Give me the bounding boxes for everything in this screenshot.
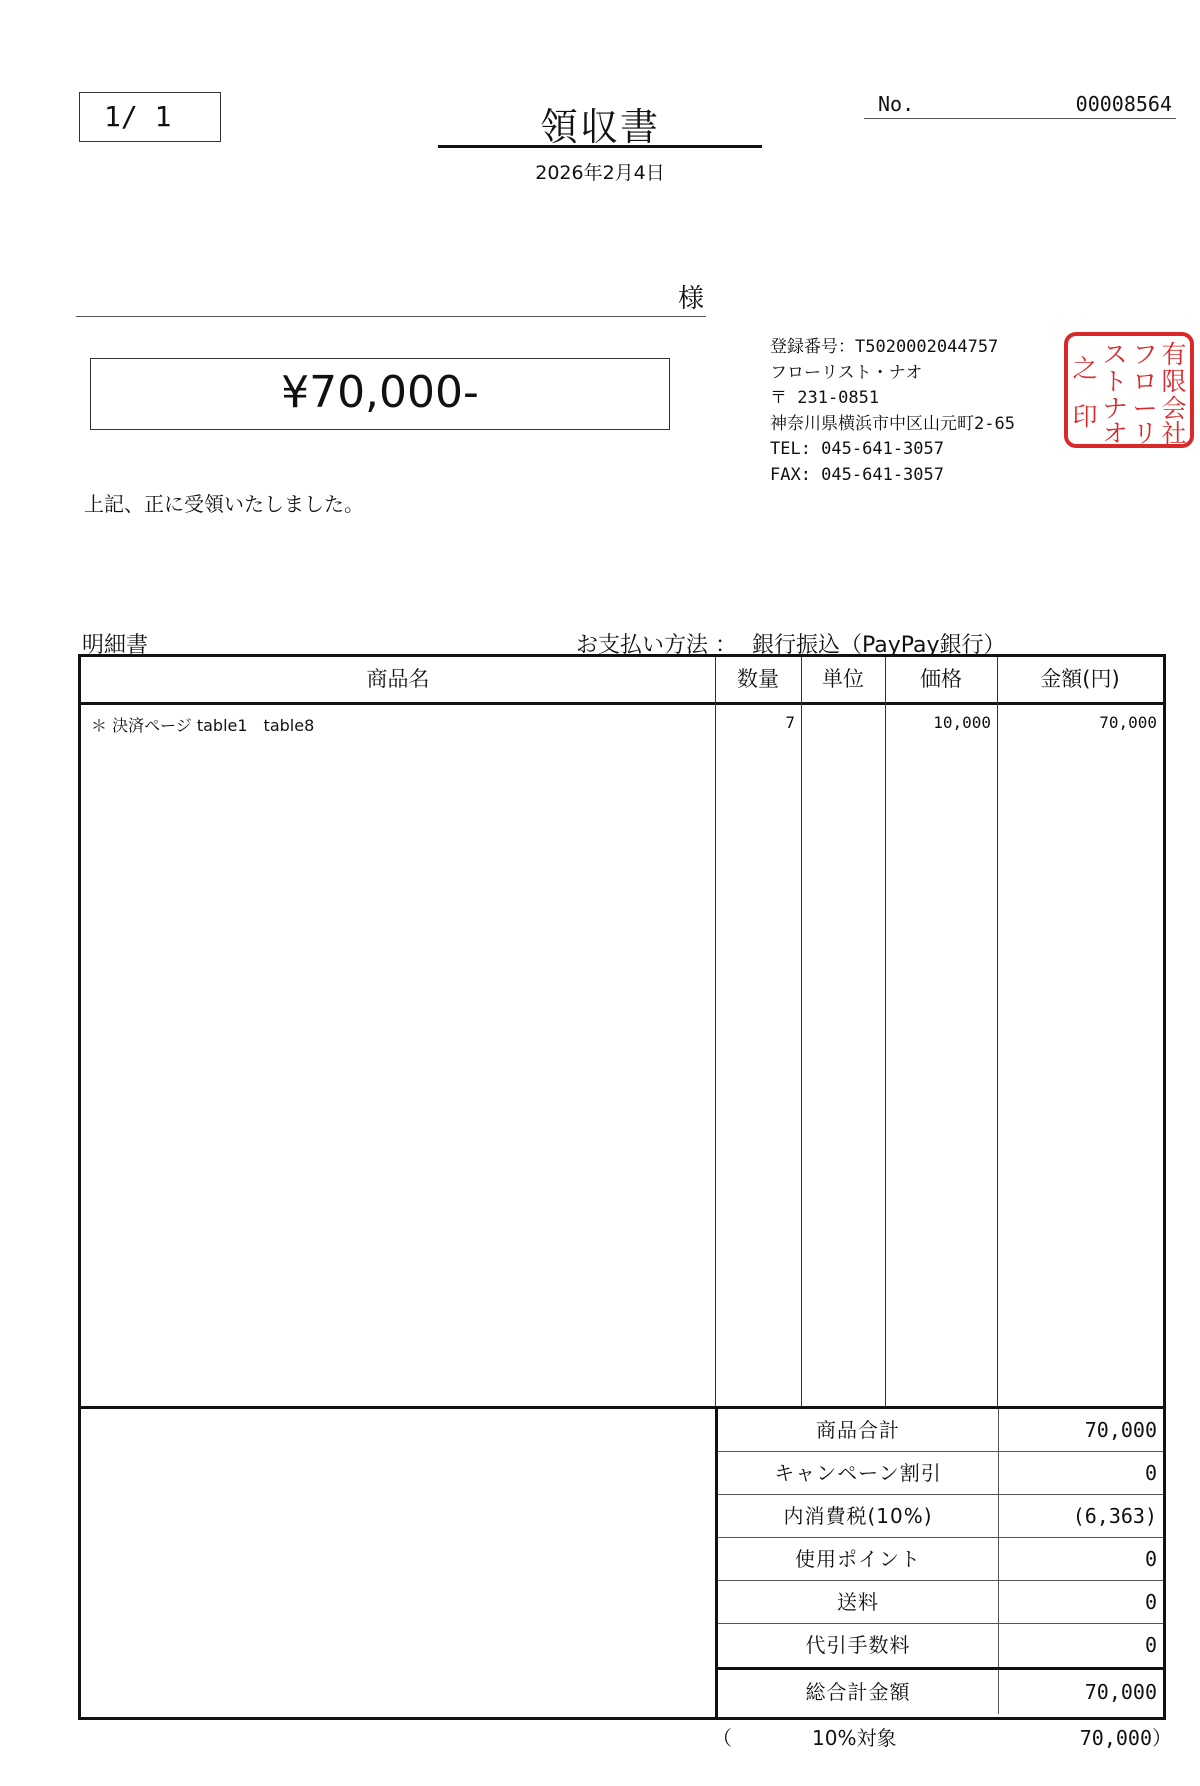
svg-text:オ: オ (1102, 419, 1128, 448)
svg-text:限: 限 (1161, 367, 1187, 396)
svg-text:印: 印 (1072, 402, 1098, 431)
col-divider (801, 657, 802, 1406)
tax-breakdown-label: 10%対象 (812, 1726, 897, 1750)
company-name: フローリスト・ナオ (770, 362, 923, 383)
tax-label: 内消費税(10%) (783, 1504, 933, 1528)
header-unit: 単位 (822, 667, 864, 691)
item-quantity: 7 (785, 713, 795, 732)
svg-text:有: 有 (1161, 340, 1187, 369)
svg-text:フ: フ (1132, 340, 1158, 369)
campaign-label: キャンペーン割引 (774, 1461, 942, 1485)
shipping-label: 送料 (837, 1590, 879, 1614)
svg-text:社: 社 (1161, 419, 1187, 448)
svg-text:リ: リ (1132, 419, 1158, 448)
svg-text:ー: ー (1132, 394, 1158, 423)
summary-total (718, 1667, 1163, 1717)
recipient-honorific: 様 (678, 284, 705, 314)
receipt-number-label: No. (878, 92, 915, 116)
table-header-row (81, 657, 1163, 705)
summary-tax (718, 1495, 1163, 1538)
postal-code: 〒 231-0851 (770, 388, 880, 408)
item-amount: 70,000 (1099, 713, 1157, 732)
subtotal-value: 70,000 (1084, 1418, 1157, 1442)
header-price: 価格 (920, 667, 962, 691)
summary-campaign (718, 1452, 1163, 1495)
amount-box: ¥70,000- (90, 358, 670, 430)
svg-text:之: 之 (1072, 354, 1098, 383)
company-seal-stamp (1062, 330, 1196, 450)
shipping-value: 0 (1144, 1590, 1157, 1614)
tax-breakdown-open-paren: （ (712, 1726, 732, 1750)
details-table (78, 654, 1166, 1720)
svg-text:ト: ト (1102, 367, 1128, 396)
tel: TEL: 045-641-3057 (770, 439, 944, 459)
svg-text:ロ: ロ (1132, 367, 1158, 396)
payment-label: お支払い方法 ： (576, 633, 737, 658)
fax: FAX: 045-641-3057 (770, 464, 944, 485)
page-indicator: 1/ 1 (79, 92, 221, 142)
total-value: 70,000 (1084, 1680, 1157, 1704)
points-label: 使用ポイント (795, 1547, 921, 1571)
receipt-number-value: 00008564 (1075, 92, 1172, 116)
svg-text:会: 会 (1161, 394, 1187, 423)
issue-date: 2026年2月4日 (535, 162, 665, 184)
col-divider (715, 657, 716, 1406)
item-name: ＊ 決済ページ table1 table8 (91, 716, 315, 735)
receipt-number (864, 90, 1176, 119)
payment-value: 銀行振込（PayPay銀行） (752, 633, 1006, 658)
header-amount: 金額(円) (1040, 667, 1120, 691)
tax-breakdown-value: 70,000） (1079, 1726, 1172, 1750)
svg-text:ス: ス (1102, 340, 1128, 369)
address: 神奈川県横浜市中区山元町2-65 (770, 413, 1015, 434)
col-divider (997, 657, 998, 1406)
registration-number: 登録番号：T5020002044757 (770, 337, 999, 357)
summary-shipping (718, 1581, 1163, 1624)
details-heading: 明細書 (82, 633, 149, 658)
tax-value: (6,363) (1072, 1504, 1157, 1528)
col-divider (885, 657, 886, 1406)
header-product-name: 商品名 (366, 667, 430, 691)
header-quantity: 数量 (737, 667, 779, 691)
title-underline (438, 145, 762, 148)
tax-breakdown (712, 1722, 1172, 1756)
summary-cod-fee (718, 1624, 1163, 1667)
item-price: 10,000 (933, 713, 991, 732)
document-title: 領収書 (539, 105, 660, 149)
points-value: 0 (1144, 1547, 1157, 1571)
cod-fee-label: 代引手数料 (805, 1633, 911, 1657)
summary-subtotal (718, 1409, 1163, 1452)
subtotal-label: 商品合計 (816, 1418, 900, 1442)
received-statement: 上記、正に受領いたしました。 (84, 492, 364, 516)
campaign-value: 0 (1144, 1461, 1157, 1485)
cod-fee-value: 0 (1144, 1633, 1157, 1657)
total-label: 総合計金額 (805, 1680, 911, 1704)
svg-text:ナ: ナ (1102, 394, 1128, 423)
summary-points (718, 1538, 1163, 1581)
recipient-line (76, 316, 706, 317)
issuer-info (770, 335, 1015, 488)
